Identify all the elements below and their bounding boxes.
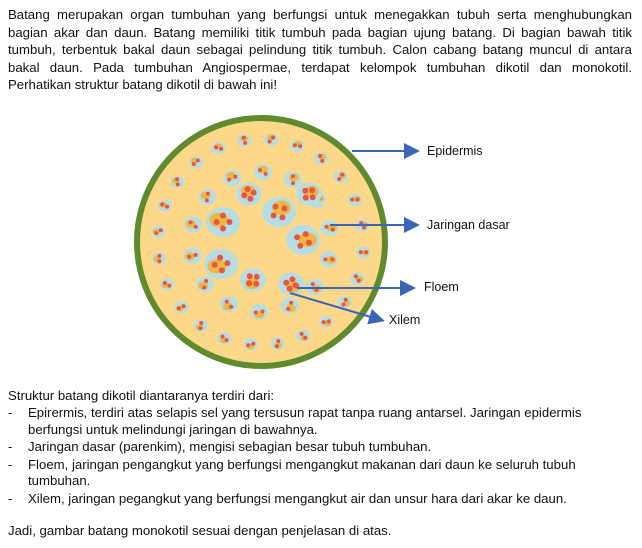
- vascular-bundle: [320, 251, 338, 267]
- vascular-bundle: [356, 246, 370, 258]
- label-xylem: Xilem: [389, 313, 421, 327]
- label-phloem: Floem: [424, 280, 459, 294]
- vascular-bundle: [296, 183, 322, 206]
- vascular-bundle: [152, 226, 166, 238]
- vascular-bundle: [236, 183, 262, 206]
- list-item: - Epirermis, terdiri atas selapis sel yang tersusun rapat tanpa ruang antarsel. Jaringan epidermis berfungsi untuk melindungi jaringan di bawahnya.: [8, 405, 582, 437]
- vascular-bundle: [189, 156, 203, 168]
- label-epidermis: Epidermis: [427, 144, 483, 158]
- vascular-bundle: [152, 252, 166, 264]
- vascular-bundle: [348, 194, 362, 206]
- vascular-bundle: [262, 197, 296, 227]
- label-ground-tissue: Jaringan dasar: [427, 218, 510, 232]
- vascular-bundle: [194, 319, 208, 331]
- vascular-bundle: [271, 337, 285, 349]
- dicot-stem-figure: [0, 100, 642, 390]
- vascular-bundle: [264, 133, 278, 145]
- vascular-bundle: [206, 207, 240, 237]
- vascular-bundle: [281, 298, 299, 314]
- list-item: - Xilem, jaringan pegangkut yang berfungsi mengangkut air dan unsur hara dari akar ke daun.: [8, 490, 567, 506]
- vascular-bundle: [196, 276, 214, 292]
- vascular-bundle: [321, 220, 339, 236]
- list-title: Struktur batang dikotil diantaranya terdiri dari:: [8, 388, 275, 403]
- vascular-bundle: [284, 172, 302, 188]
- vascular-bundle: [198, 189, 216, 205]
- vascular-bundle: [350, 272, 364, 284]
- conclusion-text: Jadi, gambar batang monokotil sesuai dengan penjelasan di atas.: [8, 523, 392, 538]
- vascular-bundle: [160, 278, 174, 290]
- vascular-bundle: [250, 304, 268, 320]
- vascular-bundle: [338, 296, 352, 308]
- intro-paragraph: Batang merupakan organ tumbuhan yang berfungsi untuk menegakkan tubuh serta menghubungkan bagian akar dan daun. Batang memiliki titik tumbuh pada bagian ujung batang. Di bagian bawah titik tumbuh, terbentuk bakal daun sebagai pelindung titik tumbuh. Calon cabang batang muncul di antara bakal daun. Pada tumbuhan Angiospermae, terdapat kelompok tumbuhan dikotil dan monokotil. Perhatikan struktur batang dikotil di bawah ini!: [8, 7, 632, 92]
- structure-list: [8, 405, 634, 508]
- epidermis-ring: [137, 118, 385, 366]
- vascular-bundle: [278, 273, 304, 296]
- vascular-bundle: [174, 301, 188, 313]
- vascular-bundle: [334, 171, 348, 183]
- vascular-bundle: [223, 170, 241, 186]
- vascular-bundle: [286, 225, 320, 255]
- vascular-bundle: [212, 142, 226, 154]
- vascular-bundle: [158, 199, 172, 211]
- vascular-bundle: [314, 152, 328, 164]
- vascular-bundle: [183, 248, 201, 264]
- vascular-bundle: [218, 332, 232, 344]
- dicot-stem-cross-section: [0, 100, 642, 390]
- vascular-bundle: [240, 269, 266, 292]
- vascular-bundle: [237, 134, 251, 146]
- list-item: - Floem, jaringan pengangkut yang berfungsi mengangkut makanan dari daun ke seluruh tubuh tumbuhan.: [8, 456, 576, 488]
- list-item: - Jaringan dasar (parenkim), mengisi sebagian besar tubuh tumbuhan.: [8, 439, 432, 454]
- vascular-bundle: [184, 217, 202, 233]
- vascular-bundle: [244, 338, 258, 350]
- vascular-bundle: [254, 164, 272, 180]
- vascular-bundle: [204, 249, 238, 279]
- vascular-bundle: [296, 330, 310, 342]
- vascular-bundle: [290, 140, 304, 152]
- vascular-bundle: [220, 296, 238, 312]
- vascular-bundle: [319, 316, 333, 328]
- vascular-bundle: [170, 176, 184, 188]
